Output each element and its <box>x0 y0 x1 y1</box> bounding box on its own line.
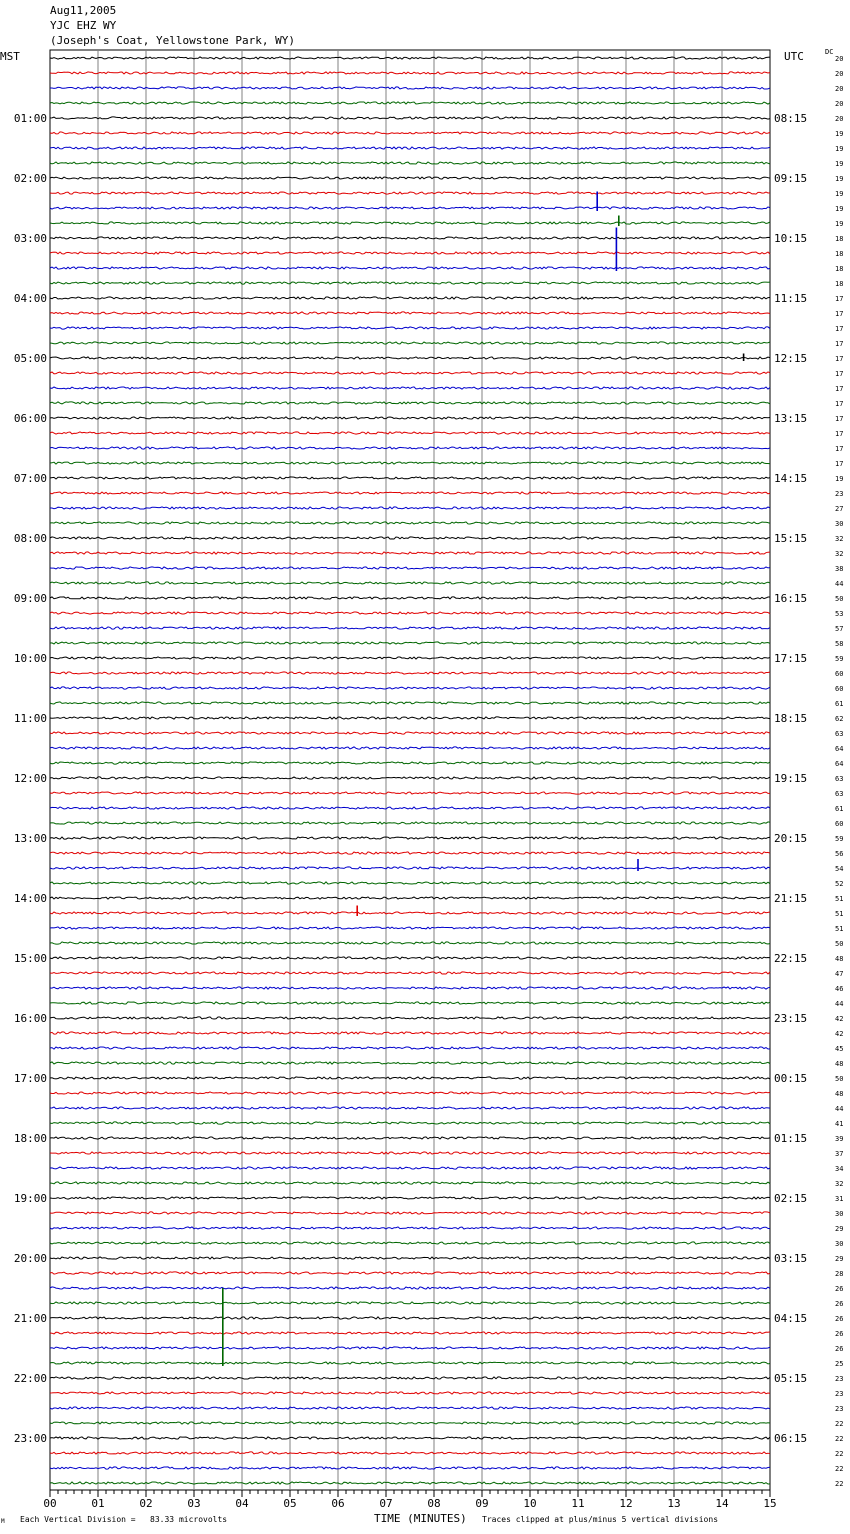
x-tick-label: 06 <box>331 1497 345 1510</box>
dc-offset-label: 26 <box>835 1330 844 1338</box>
trace-row <box>50 207 770 209</box>
dc-offset-label: 56 <box>835 850 844 858</box>
mst-hour-label: 12:00 <box>13 772 47 785</box>
dc-offset-label: 17 <box>835 340 844 348</box>
trace-row <box>50 387 770 389</box>
trace-row <box>50 522 770 524</box>
dc-offset-label: 17 <box>835 415 844 423</box>
utc-hour-label: 19:15 <box>774 772 808 785</box>
dc-offset-label: 17 <box>835 325 844 333</box>
mst-hour-label: 15:00 <box>13 952 47 965</box>
trace-row <box>50 1182 770 1184</box>
dc-offset-label: 39 <box>835 1135 844 1143</box>
utc-hour-label: 04:15 <box>774 1312 808 1325</box>
trace-row <box>50 612 770 614</box>
dc-offset-label: 63 <box>835 730 844 738</box>
dc-offset-label: 17 <box>835 460 844 468</box>
dc-offset-label: 19 <box>835 145 844 153</box>
dc-column-label: DC <box>825 48 834 56</box>
dc-offset-label: 61 <box>835 700 844 708</box>
dc-offset-label: 19 <box>835 205 844 213</box>
utc-hour-label: 23:15 <box>774 1012 808 1025</box>
dc-offset-label: 19 <box>835 190 844 198</box>
trace-row <box>50 717 770 719</box>
dc-offset-label: 20 <box>835 100 844 108</box>
utc-hour-label: 14:15 <box>774 472 808 485</box>
trace-row <box>50 1452 770 1454</box>
utc-hour-label: 21:15 <box>774 892 808 905</box>
dc-offset-label: 17 <box>835 355 844 363</box>
trace-row <box>50 342 770 344</box>
mst-axis-label: MST <box>0 50 20 63</box>
dc-offset-label: 22 <box>835 1450 844 1458</box>
dc-offset-label: 64 <box>835 760 844 768</box>
trace-row <box>50 312 770 314</box>
dc-offset-label: 20 <box>835 85 844 93</box>
trace-row <box>50 72 770 74</box>
dc-offset-label: 60 <box>835 820 844 828</box>
trace-row <box>50 987 770 989</box>
corner-mark: M <box>1 1518 5 1525</box>
utc-axis-label: UTC <box>784 50 804 63</box>
dc-offset-label: 61 <box>835 805 844 813</box>
trace-row <box>50 372 770 374</box>
trace-row <box>50 687 770 689</box>
dc-offset-label: 26 <box>835 1285 844 1293</box>
trace-row <box>50 57 770 59</box>
utc-hour-label: 11:15 <box>774 292 808 305</box>
dc-offset-label: 44 <box>835 1105 844 1113</box>
mst-hour-label: 02:00 <box>13 172 47 185</box>
mst-hour-label: 21:00 <box>13 1312 47 1325</box>
trace-row <box>50 1092 770 1094</box>
utc-hour-label: 10:15 <box>774 232 808 245</box>
trace-row <box>50 1257 770 1259</box>
trace-row <box>50 1302 770 1304</box>
utc-hour-label: 17:15 <box>774 652 808 665</box>
trace-row <box>50 177 770 179</box>
trace-row <box>50 432 770 434</box>
clipping-note: Traces clipped at plus/minus 5 vertical divisions <box>482 1515 719 1524</box>
dc-offset-label: 30 <box>835 1210 844 1218</box>
mst-hour-label: 05:00 <box>13 352 47 365</box>
trace-row <box>50 702 770 704</box>
trace-row <box>50 1107 770 1109</box>
dc-offset-label: 52 <box>835 880 844 888</box>
dc-offset-label: 38 <box>835 565 844 573</box>
trace-row <box>50 807 770 809</box>
dc-offset-label: 60 <box>835 670 844 678</box>
trace-row <box>50 642 770 644</box>
dc-offset-label: 28 <box>835 1270 844 1278</box>
trace-row <box>50 132 770 134</box>
dc-offset-label: 18 <box>835 265 844 273</box>
dc-offset-label: 18 <box>835 250 844 258</box>
trace-row <box>50 1482 770 1484</box>
trace-row <box>50 672 770 674</box>
trace-row <box>50 1407 770 1409</box>
trace-row <box>50 597 770 599</box>
trace-row <box>50 927 770 929</box>
utc-hour-label: 03:15 <box>774 1252 808 1265</box>
mst-hour-label: 16:00 <box>13 1012 47 1025</box>
dc-offset-label: 59 <box>835 655 844 663</box>
dc-offset-label: 42 <box>835 1015 844 1023</box>
x-tick-label: 05 <box>283 1497 297 1510</box>
dc-offset-label: 41 <box>835 1120 844 1128</box>
x-axis-title: TIME (MINUTES) <box>374 1512 467 1525</box>
trace-row <box>50 762 770 764</box>
dc-offset-label: 58 <box>835 640 844 648</box>
trace-row <box>50 822 770 824</box>
mst-hour-label: 17:00 <box>13 1072 47 1085</box>
utc-hour-label: 12:15 <box>774 352 808 365</box>
dc-offset-label: 50 <box>835 940 844 948</box>
dc-offset-label: 46 <box>835 985 844 993</box>
utc-hour-label: 18:15 <box>774 712 808 725</box>
mst-hour-label: 14:00 <box>13 892 47 905</box>
trace-row <box>50 462 770 464</box>
trace-row <box>50 1032 770 1034</box>
dc-offset-label: 50 <box>835 1075 844 1083</box>
trace-row <box>50 552 770 554</box>
trace-row <box>50 252 770 254</box>
trace-row <box>50 267 770 269</box>
trace-row <box>50 327 770 329</box>
dc-offset-label: 42 <box>835 1030 844 1038</box>
trace-row <box>50 1332 770 1334</box>
dc-offset-label: 19 <box>835 220 844 228</box>
record-date: Aug11,2005 <box>50 4 117 17</box>
mst-hour-label: 04:00 <box>13 292 47 305</box>
trace-row <box>50 567 770 569</box>
x-tick-label: 12 <box>619 1497 633 1510</box>
mst-hour-label: 20:00 <box>13 1252 47 1265</box>
dc-offset-label: 60 <box>835 685 844 693</box>
mst-hour-label: 18:00 <box>13 1132 47 1145</box>
utc-hour-label: 05:15 <box>774 1372 808 1385</box>
trace-row <box>50 402 770 404</box>
dc-offset-label: 32 <box>835 1180 844 1188</box>
trace-row <box>50 1002 770 1004</box>
station-code: YJC EHZ WY <box>50 19 117 32</box>
mst-hour-label: 22:00 <box>13 1372 47 1385</box>
trace-row <box>50 1122 770 1124</box>
trace-row <box>50 732 770 734</box>
x-tick-label: 10 <box>523 1497 537 1510</box>
dc-offset-label: 17 <box>835 445 844 453</box>
dc-offset-label: 17 <box>835 400 844 408</box>
trace-row <box>50 1422 770 1424</box>
trace-row <box>50 1437 770 1439</box>
x-tick-label: 04 <box>235 1497 249 1510</box>
utc-hour-label: 22:15 <box>774 952 808 965</box>
utc-hour-label: 02:15 <box>774 1192 808 1205</box>
dc-offset-label: 20 <box>835 115 844 123</box>
trace-row <box>50 492 770 494</box>
dc-offset-label: 23 <box>835 1405 844 1413</box>
dc-offset-label: 45 <box>835 1045 844 1053</box>
trace-row <box>50 1347 770 1349</box>
trace-row <box>50 627 770 629</box>
mst-hour-label: 19:00 <box>13 1192 47 1205</box>
dc-offset-label: 64 <box>835 745 844 753</box>
mst-hour-label: 11:00 <box>13 712 47 725</box>
trace-row <box>50 972 770 974</box>
trace-row <box>50 222 770 224</box>
dc-offset-label: 23 <box>835 490 844 498</box>
trace-row <box>50 582 770 584</box>
dc-offset-label: 51 <box>835 925 844 933</box>
x-tick-label: 02 <box>139 1497 153 1510</box>
dc-offset-label: 30 <box>835 1240 844 1248</box>
utc-hour-label: 09:15 <box>774 172 808 185</box>
dc-offset-label: 37 <box>835 1150 844 1158</box>
trace-row <box>50 1392 770 1394</box>
trace-row <box>50 87 770 89</box>
trace-row <box>50 957 770 959</box>
dc-offset-label: 17 <box>835 430 844 438</box>
dc-offset-label: 29 <box>835 1255 844 1263</box>
dc-offset-label: 62 <box>835 715 844 723</box>
mst-hour-label: 03:00 <box>13 232 47 245</box>
dc-offset-label: 22 <box>835 1480 844 1488</box>
trace-row <box>50 1137 770 1139</box>
dc-offset-label: 63 <box>835 790 844 798</box>
trace-row <box>50 867 770 869</box>
dc-offset-label: 48 <box>835 955 844 963</box>
dc-offset-label: 44 <box>835 580 844 588</box>
plot-frame <box>50 50 770 1490</box>
trace-row <box>50 912 770 914</box>
dc-offset-label: 48 <box>835 1060 844 1068</box>
dc-offset-label: 17 <box>835 295 844 303</box>
x-tick-label: 14 <box>715 1497 729 1510</box>
dc-offset-label: 34 <box>835 1165 844 1173</box>
mst-hour-label: 10:00 <box>13 652 47 665</box>
utc-hour-label: 00:15 <box>774 1072 808 1085</box>
trace-row <box>50 297 770 299</box>
x-tick-label: 13 <box>667 1497 681 1510</box>
mst-hour-label: 09:00 <box>13 592 47 605</box>
dc-offset-label: 54 <box>835 865 844 873</box>
trace-row <box>50 1167 770 1169</box>
dc-offset-label: 22 <box>835 1420 844 1428</box>
dc-offset-label: 17 <box>835 370 844 378</box>
trace-row <box>50 1242 770 1244</box>
trace-row <box>50 1377 770 1379</box>
trace-row <box>50 1227 770 1229</box>
dc-offset-label: 44 <box>835 1000 844 1008</box>
x-tick-label: 00 <box>43 1497 57 1510</box>
trace-row <box>50 162 770 164</box>
trace-row <box>50 1152 770 1154</box>
trace-row <box>50 942 770 944</box>
trace-row <box>50 192 770 194</box>
mst-hour-label: 13:00 <box>13 832 47 845</box>
dc-offset-label: 20 <box>835 55 844 63</box>
x-tick-label: 07 <box>379 1497 393 1510</box>
trace-row <box>50 477 770 479</box>
trace-row <box>50 117 770 119</box>
trace-row <box>50 1017 770 1019</box>
trace-row <box>50 792 770 794</box>
trace-row <box>50 1317 770 1319</box>
trace-row <box>50 1197 770 1199</box>
trace-row <box>50 1362 770 1364</box>
dc-offset-label: 32 <box>835 535 844 543</box>
trace-row <box>50 1467 770 1469</box>
dc-offset-label: 23 <box>835 1375 844 1383</box>
trace-row <box>50 147 770 149</box>
trace-row <box>50 447 770 449</box>
utc-hour-label: 20:15 <box>774 832 808 845</box>
dc-offset-label: 47 <box>835 970 844 978</box>
x-tick-label: 15 <box>763 1497 777 1510</box>
dc-offset-label: 51 <box>835 910 844 918</box>
dc-offset-label: 48 <box>835 1090 844 1098</box>
trace-row <box>50 282 770 284</box>
utc-hour-label: 15:15 <box>774 532 808 545</box>
mst-hour-label: 01:00 <box>13 112 47 125</box>
dc-offset-label: 27 <box>835 505 844 513</box>
x-tick-label: 09 <box>475 1497 489 1510</box>
mst-hour-label: 08:00 <box>13 532 47 545</box>
dc-offset-label: 22 <box>835 1435 844 1443</box>
trace-row <box>50 507 770 509</box>
trace-row <box>50 1077 770 1079</box>
trace-row <box>50 1212 770 1214</box>
x-tick-label: 03 <box>187 1497 201 1510</box>
dc-offset-label: 26 <box>835 1300 844 1308</box>
utc-hour-label: 01:15 <box>774 1132 808 1145</box>
x-tick-label: 08 <box>427 1497 441 1510</box>
trace-row <box>50 1287 770 1289</box>
dc-offset-label: 19 <box>835 130 844 138</box>
dc-offset-label: 63 <box>835 775 844 783</box>
trace-row <box>50 747 770 749</box>
dc-offset-label: 19 <box>835 175 844 183</box>
trace-row <box>50 537 770 539</box>
vertical-scale-note: Each Vertical Division = 83.33 microvolts <box>20 1515 228 1524</box>
dc-offset-label: 17 <box>835 385 844 393</box>
dc-offset-label: 29 <box>835 1225 844 1233</box>
dc-offset-label: 50 <box>835 595 844 603</box>
dc-offset-label: 31 <box>835 1195 844 1203</box>
trace-row <box>50 1062 770 1064</box>
trace-row <box>50 777 770 779</box>
trace-row <box>50 357 770 359</box>
dc-offset-label: 17 <box>835 310 844 318</box>
dc-offset-label: 18 <box>835 235 844 243</box>
trace-row <box>50 852 770 854</box>
dc-offset-label: 19 <box>835 160 844 168</box>
utc-hour-label: 16:15 <box>774 592 808 605</box>
utc-hour-label: 13:15 <box>774 412 808 425</box>
trace-row <box>50 1272 770 1274</box>
trace-row <box>50 657 770 659</box>
trace-row <box>50 1047 770 1049</box>
dc-offset-label: 18 <box>835 280 844 288</box>
dc-offset-label: 25 <box>835 1360 844 1368</box>
trace-row <box>50 417 770 419</box>
trace-row <box>50 237 770 239</box>
dc-offset-label: 26 <box>835 1345 844 1353</box>
trace-row <box>50 882 770 884</box>
trace-row <box>50 837 770 839</box>
x-tick-label: 01 <box>91 1497 105 1510</box>
utc-hour-label: 06:15 <box>774 1432 808 1445</box>
dc-offset-label: 20 <box>835 70 844 78</box>
mst-hour-label: 23:00 <box>13 1432 47 1445</box>
dc-offset-label: 22 <box>835 1465 844 1473</box>
station-location: (Joseph's Coat, Yellowstone Park, WY) <box>50 34 296 47</box>
dc-offset-label: 32 <box>835 550 844 558</box>
dc-offset-label: 59 <box>835 835 844 843</box>
dc-offset-label: 51 <box>835 895 844 903</box>
mst-hour-label: 06:00 <box>13 412 47 425</box>
dc-offset-label: 23 <box>835 1390 844 1398</box>
dc-offset-label: 30 <box>835 520 844 528</box>
dc-offset-label: 57 <box>835 625 844 633</box>
trace-row <box>50 102 770 104</box>
utc-hour-label: 08:15 <box>774 112 808 125</box>
dc-offset-label: 19 <box>835 475 844 483</box>
dc-offset-label: 26 <box>835 1315 844 1323</box>
x-tick-label: 11 <box>571 1497 585 1510</box>
trace-row <box>50 897 770 899</box>
mst-hour-label: 07:00 <box>13 472 47 485</box>
dc-offset-label: 53 <box>835 610 844 618</box>
